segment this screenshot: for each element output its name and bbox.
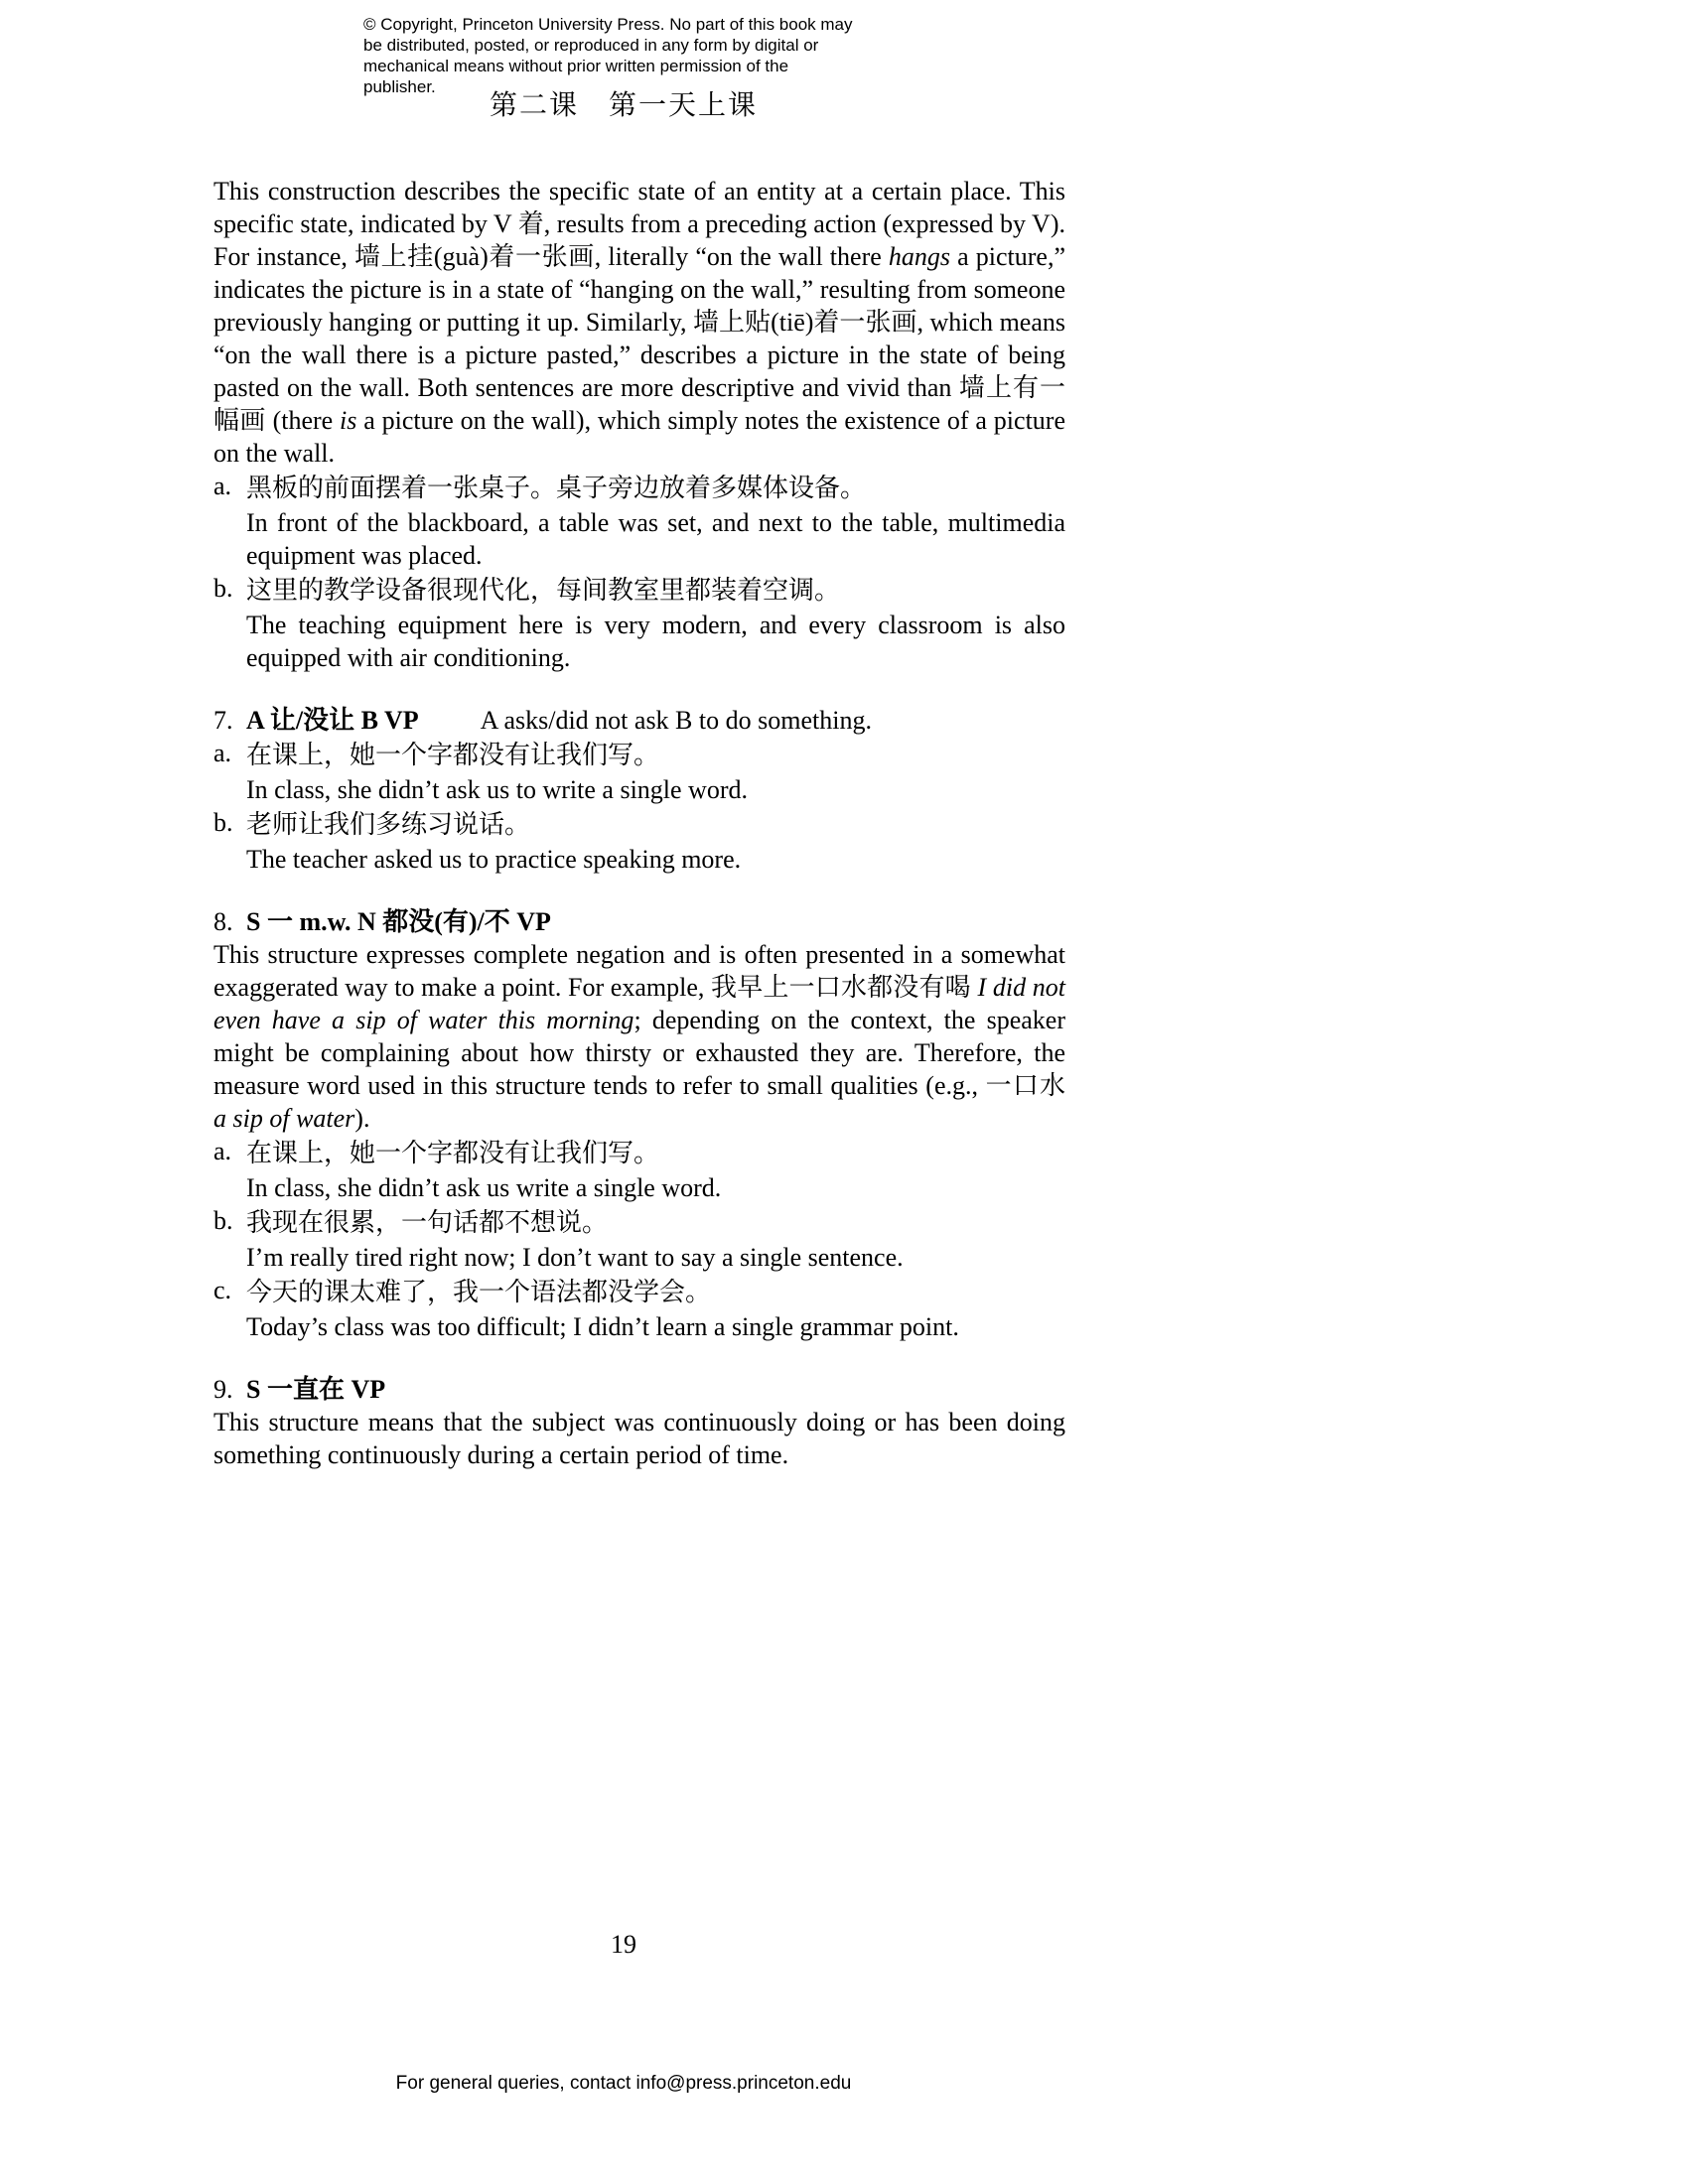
- text-run: This structure expresses complete negation and is often presented in a somewhat exaggerated way to make a point. For example, 我早上一口水都没有喝: [213, 940, 1065, 1002]
- example-body: [246, 1204, 1065, 1274]
- italic-text: a sip of water: [213, 1104, 355, 1133]
- chinese-sentence: 我现在很累，一句话都不想说。: [246, 1208, 609, 1237]
- example-body: [246, 470, 1065, 572]
- page-content: [213, 175, 1065, 1471]
- text-run: a picture on the wall), which simply notes the existence of a picture on the wall.: [213, 406, 1065, 468]
- grammar-section-9: [213, 1373, 1065, 1471]
- text-run: This construction describes the specific state of an entity at a certain place. This specific state, indicated by V 着, results from a preceding action (expressed by V). For instance, 墙上挂(guà)着一张画, literally “on the wall there: [213, 177, 1065, 271]
- example-label: b.: [213, 808, 233, 837]
- example-item-6a: [213, 470, 1065, 572]
- english-translation: The teacher asked us to practice speaking more.: [246, 845, 742, 874]
- example-item-7b: [213, 806, 1065, 876]
- italic-text: is: [340, 406, 357, 435]
- chinese-sentence: 今天的课太难了，我一个语法都没学会。: [246, 1278, 712, 1306]
- section-9-heading: [213, 1373, 1065, 1406]
- example-label: a.: [213, 1137, 232, 1165]
- page-number: 19: [611, 1930, 636, 1959]
- text-run: a picture,” indicates the picture is in a state of “hanging on the wall,” resulting from someone previously hanging or putting it up. Similarly, 墙上贴(tiē)着一张画, which means “on the wall there is a picture pasted,” describes a picture in the state of being pasted on the wall. Both sentences are more descriptive and vivid than 墙上有一幅画 (there: [213, 242, 1066, 435]
- example-body: [246, 737, 1065, 806]
- example-label: a.: [213, 739, 232, 767]
- chinese-sentence: 在课上，她一个字都没有让我们写。: [246, 1139, 660, 1167]
- grammar-pattern: A 让/没让 B VP: [246, 706, 419, 735]
- chapter-title: 第二课 第一天上课: [489, 90, 758, 121]
- example-item-8a: [213, 1135, 1065, 1204]
- example-label: b.: [213, 1206, 233, 1235]
- section-number: 9.: [213, 1375, 233, 1404]
- english-translation: The teaching equipment here is very modern, and every classroom is also equipped with air conditioning.: [246, 611, 1065, 672]
- grammar-8-explanation: [213, 938, 1065, 1135]
- chinese-sentence: 在课上，她一个字都没有让我们写。: [246, 741, 660, 769]
- section-8-heading: [213, 905, 1065, 938]
- example-body: [246, 572, 1065, 674]
- section-7-heading: [213, 704, 1065, 737]
- chinese-sentence: 这里的教学设备很现代化，每间教室里都装着空调。: [246, 576, 841, 605]
- grammar-6-explanation: [213, 175, 1065, 470]
- english-translation: In front of the blackboard, a table was set, and next to the table, multimedia equipment was placed.: [246, 508, 1065, 570]
- english-translation: I’m really tired right now; I don’t want to say a single sentence.: [246, 1243, 904, 1272]
- example-body: [246, 806, 1065, 876]
- section-number: 8.: [213, 907, 233, 936]
- italic-text: hangs: [888, 242, 951, 271]
- text-run: ).: [354, 1104, 370, 1133]
- copyright-notice: © Copyright, Princeton University Press. No part of this book may be distributed, posted, or reproduced in any form by digital or mechanical means without prior written permission of the publisher.: [363, 15, 853, 96]
- section-number: 7.: [213, 706, 233, 735]
- example-item-7a: [213, 737, 1065, 806]
- italic-text: I did not even have a sip of water this morning: [213, 973, 1065, 1034]
- example-item-6b: [213, 572, 1065, 674]
- section-heading-body: [246, 905, 1065, 938]
- grammar-section-7: [213, 704, 1065, 876]
- section-heading-body: [246, 704, 1065, 737]
- example-label: a.: [213, 472, 232, 500]
- grammar-pattern: S 一直在 VP: [246, 1375, 386, 1404]
- example-item-8c: [213, 1274, 1065, 1343]
- chinese-sentence: 老师让我们多练习说话。: [246, 810, 531, 839]
- english-translation: In class, she didn’t ask us to write a single word.: [246, 775, 748, 804]
- english-translation: In class, she didn’t ask us write a single word.: [246, 1173, 722, 1202]
- footer-contact: For general queries, contact info@press.princeton.edu: [395, 2073, 852, 2094]
- example-body: [246, 1135, 1065, 1204]
- grammar-section-8: [213, 905, 1065, 1343]
- grammar-9-explanation: This structure means that the subject was continuously doing or has been doing something continuously during a certain period of time.: [213, 1408, 1065, 1469]
- example-item-8b: [213, 1204, 1065, 1274]
- chinese-sentence: 黑板的前面摆着一张桌子。桌子旁边放着多媒体设备。: [246, 474, 867, 502]
- example-label: c.: [213, 1276, 232, 1304]
- grammar-pattern: S 一 m.w. N 都没(有)/不 VP: [246, 907, 551, 936]
- english-translation: Today’s class was too difficult; I didn’t learn a single grammar point.: [246, 1312, 959, 1341]
- example-body: [246, 1274, 1065, 1343]
- text-run: ; depending on the context, the speaker might be complaining about how thirsty or exhausted they are. Therefore, the measure word used in this structure tends to refer to small qualities (e.g., 一口水: [213, 1006, 1065, 1100]
- section-heading-body: [246, 1373, 1065, 1406]
- pattern-description: A asks/did not ask B to do something.: [480, 706, 872, 735]
- example-label: b.: [213, 574, 233, 603]
